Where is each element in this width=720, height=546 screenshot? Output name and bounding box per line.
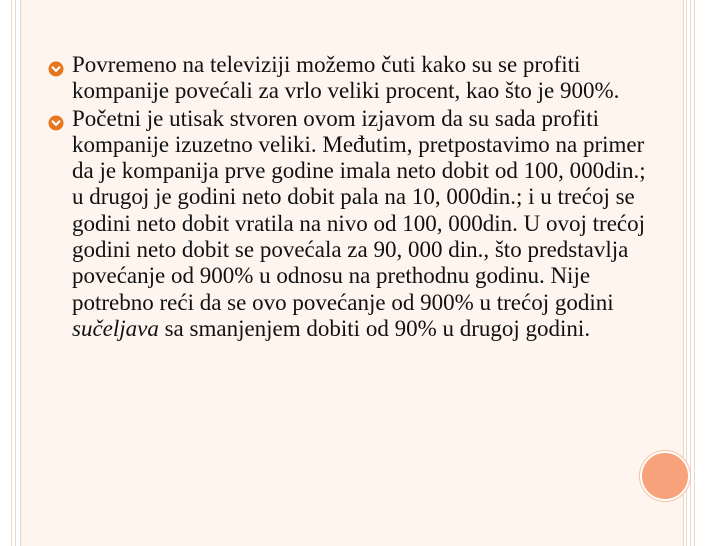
bullet-item-2	[48, 106, 668, 343]
decorative-circle	[640, 451, 690, 501]
bullet-text-2-emphasis: sučeljava	[72, 315, 159, 341]
right-border-line-middle	[690, 0, 691, 546]
bullet-text-2	[72, 106, 662, 343]
bullet-text-2-part-1: Početni je utisak stvoren ovom izjavom da su sada profiti kompanije izuzetno veliki. Međutim, pretpostavimo na primer da je kompanija prve godine imala neto dobit od 100, 000din.; u drugoj je godini neto dobit pala na 10, 000din.; i u trećoj se godini neto dobit vratila na nivo od 100, 000din. U ovoj trećoj godini neto dobit se povećala za 90, 000 din., što predstavlja povećanje od 900% u odnosu na prethodnu godinu. Nije potrebno reći da se ovo povećanje od 900% u trećoj godini	[72, 105, 646, 315]
bullet-item-1	[48, 52, 668, 105]
bullet-text-2-part-2: sa smanjenjem dobiti od 90% u drugoj godini.	[158, 315, 591, 341]
left-border-line-outer	[11, 0, 12, 546]
left-border-line-inner	[15, 0, 16, 546]
bullet-list	[48, 52, 668, 343]
right-border-line-outer	[694, 0, 695, 546]
bullet-text-1: Povremeno na televiziji možemo čuti kako su se profiti kompanije povećali za vrlo veliki procent, kao što je 900%.	[72, 52, 620, 104]
circled-chevron-down-icon	[48, 111, 64, 127]
circled-chevron-down-icon	[48, 57, 64, 73]
